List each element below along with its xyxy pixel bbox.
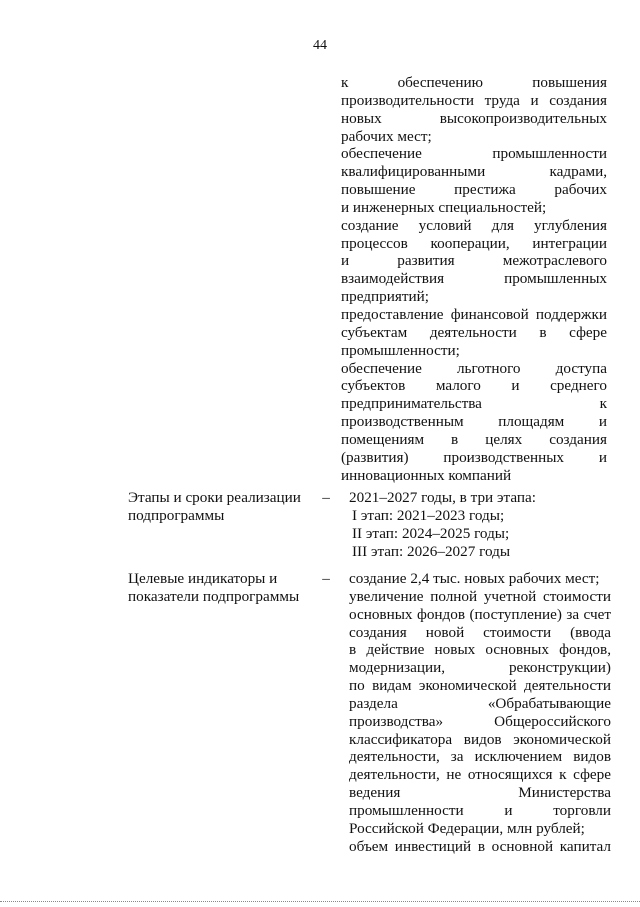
text-line: создание условий для углубления: [341, 216, 607, 234]
scan-edge-rule: [0, 901, 640, 902]
text-line: создание 2,4 тыс. новых рабочих мест;: [349, 570, 600, 587]
text-line: производства» Общероссийского: [349, 712, 611, 730]
text-line: предоставление финансовой поддержки: [341, 305, 607, 323]
text-line: I этап: 2021–2023 годы;: [352, 506, 505, 524]
page-number: 44: [313, 38, 327, 53]
text-line: производственным площадям и: [341, 413, 607, 431]
text-line: классификатора видов экономической: [349, 730, 611, 748]
indicators-value: [349, 570, 611, 856]
text-line: Российской Федерации, млн рублей;: [349, 819, 585, 837]
text-line: к обеспечению повышения: [341, 74, 607, 91]
text-line: промышленности;: [341, 341, 460, 359]
text-line: создания новой стоимости (ввода: [349, 623, 611, 641]
text-line: новых высокопроизводительных: [341, 109, 607, 127]
text-line: увеличение полной учетной стоимости: [349, 587, 611, 605]
text-line: обеспечение льготного доступа: [341, 359, 607, 377]
indicators-dash: –: [322, 570, 330, 587]
stages-value: [349, 489, 611, 560]
text-line: в действие новых основных фондов,: [349, 641, 611, 659]
text-line: квалифицированными кадрами,: [341, 163, 607, 181]
text-line: субъектам деятельности в сфере: [341, 323, 607, 341]
stages-dash: –: [322, 489, 330, 506]
text-line: раздела «Обрабатывающие: [349, 694, 611, 712]
text-line: промышленности и торговли: [349, 801, 611, 819]
text-line: объем инвестиций в основной капитал: [349, 837, 611, 855]
stages-label: Этапы и сроки реализации подпрограммы: [128, 489, 301, 524]
text-line: процессов кооперации, интеграции: [341, 234, 607, 252]
text-line: предприятий;: [341, 288, 429, 306]
text-line: (развития) производственных и: [341, 448, 607, 466]
text-line: 2021–2027 годы, в три этапа:: [349, 489, 536, 506]
text-line: помещениям в целях создания: [341, 430, 607, 448]
text-line: деятельности, не относящихся к сфере: [349, 766, 611, 784]
text-line: обеспечение промышленности: [341, 145, 607, 163]
text-line: и развития межотраслевого: [341, 252, 607, 270]
text-line: рабочих мест;: [341, 127, 432, 145]
text-line: производительности труда и создания: [341, 91, 607, 109]
text-line: по видам экономической деятельности: [349, 677, 611, 695]
text-line: ведения Министерства: [349, 784, 611, 802]
text-line: и инженерных специальностей;: [341, 198, 547, 216]
text-line: взаимодействия промышленных: [341, 270, 607, 288]
text-line: предпринимательства к: [341, 395, 607, 413]
indicators-label: Целевые индикаторы и показатели подпрограммы: [128, 570, 300, 605]
continued-goals-text: [341, 74, 607, 484]
text-line: III этап: 2026–2027 годы: [352, 542, 511, 560]
text-line: повышение престижа рабочих: [341, 181, 607, 199]
text-line: основных фондов (поступление) за счет: [349, 605, 611, 623]
text-line: модернизации, реконструкции): [349, 659, 611, 677]
text-line: II этап: 2024–2025 годы;: [352, 524, 510, 542]
text-line: деятельности, за исключением видов: [349, 748, 611, 766]
text-line: субъектов малого и среднего: [341, 377, 607, 395]
text-line: инновационных компаний: [341, 466, 512, 484]
